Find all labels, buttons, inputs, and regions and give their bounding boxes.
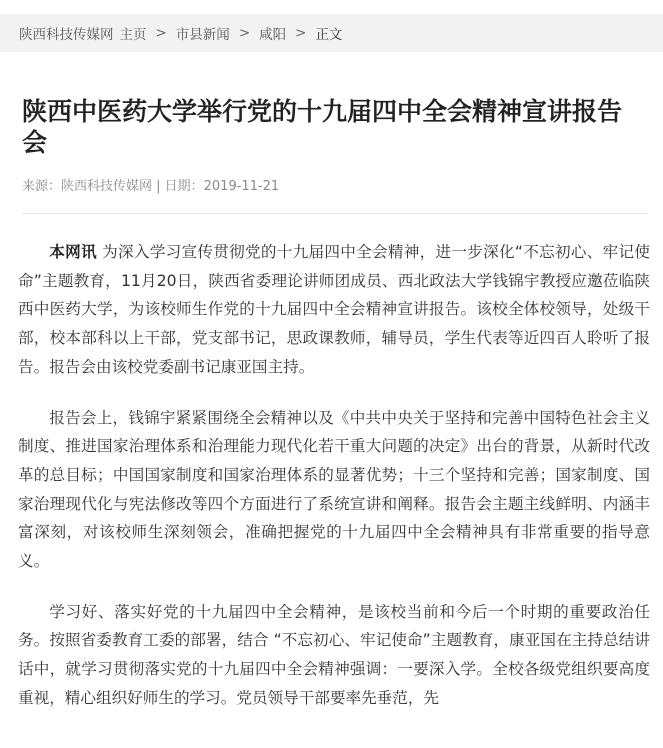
breadcrumb-site-link[interactable]: 陕西科技传媒网 xyxy=(19,27,114,43)
breadcrumb-current: 正文 xyxy=(315,27,343,43)
breadcrumb xyxy=(0,14,663,52)
title-divider xyxy=(22,213,648,214)
article-body xyxy=(18,238,650,735)
article-lead: 本网讯 xyxy=(49,243,97,261)
breadcrumb-county-news-link[interactable]: 市县新闻 xyxy=(175,27,230,43)
article-paragraph: 学习好、落实好党的十九届四中全会精神，是该校当前和今后一个时期的重要政治任务。按照省委教育工委的部署，结合 “不忘初心、牢记使命”主题教育，康亚国在主持总结讲话中，就学习贯彻落实党的十九届四中全会精神强调：一要深入学。全校各级党组织要高度重视，精心组织好师生的学习。党员领导干部要率先垂范，先 xyxy=(18,602,650,707)
article-paragraph-text: 为深入学习宣传贯彻党的十九届四中全会精神，进一步深化“不忘初心、牢记使命”主题教育，11月20日，陕西省委理论讲师团成员、西北政法大学钱锦宇教授应邀莅临陕西中医药大学，为该校师生作党的十九届四中全会精神宣讲报告。该校全体校领导，处级干部，校本部科以上干部，党支部书记，思政课教师，辅导员，学生代表等近四百人聆听了报告。报告会由该校党委副书记康亚国主持。 xyxy=(18,243,650,376)
article-meta: 来源：陕西科技传媒网 | 日期：2019-11-21 xyxy=(22,179,280,194)
article-title: 陕西中医药大学举行党的十九届四中全会精神宣讲报告会 xyxy=(22,97,623,157)
article-paragraph: 报告会上，钱锦宇紧紧围绕全会精神以及《中共中央关于坚持和完善中国特色社会主义制度、推进国家治理体系和治理能力现代化若干重大问题的决定》出台的背景，从新时代改革的总目标；中国国家制度和国家治理体系的显著优势；十三个坚持和完善；国家制度、国家治理现代化与宪法修改等四个方面进行了系统宣讲和阐释。报告会主题主线鲜明、内涵丰富深刻，对该校师生深刻领会，准确把握党的十九届四中全会精神具有非常重要的指导意义。 xyxy=(18,408,650,571)
breadcrumb-separator: > xyxy=(295,25,307,41)
article-paragraph xyxy=(18,238,650,382)
breadcrumb-separator: > xyxy=(238,25,251,41)
breadcrumb-home-link[interactable]: 主页 xyxy=(119,27,147,43)
breadcrumb-xianyang-link[interactable]: 咸阳 xyxy=(259,27,287,43)
breadcrumb-separator: > xyxy=(155,25,167,41)
